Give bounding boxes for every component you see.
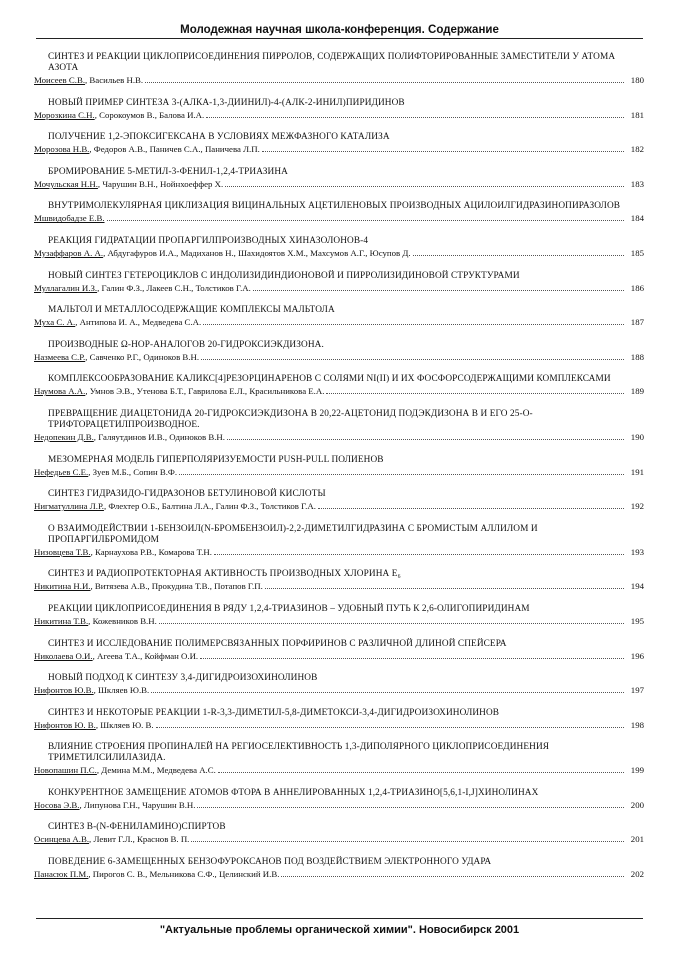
- toc-entry: [34, 673, 644, 696]
- dot-leader: [203, 324, 624, 325]
- toc-entry: [34, 639, 644, 662]
- entry-authors-line: [34, 547, 644, 558]
- co-authors: , Карнаухова Р.В., Комарова Т.Н.: [90, 546, 212, 557]
- entry-authors: [34, 317, 201, 328]
- dot-leader: [201, 359, 624, 360]
- entry-authors-line: [34, 386, 644, 397]
- page-number: 193: [630, 546, 644, 557]
- page-number: 190: [630, 431, 644, 442]
- presenting-author: Наумова А.А.: [34, 386, 86, 397]
- page-number: 186: [630, 282, 644, 293]
- co-authors: , Чарушин В.Н., Нойнхоеффер Х.: [97, 178, 224, 189]
- presenting-author: Никитина Н.И.: [34, 581, 91, 592]
- presenting-author: Осинцева А.В.: [34, 834, 90, 845]
- entry-authors: [34, 501, 316, 512]
- toc-entry: [34, 822, 644, 845]
- entry-authors: [34, 765, 216, 776]
- page-number: 199: [630, 765, 644, 776]
- dot-leader: [265, 588, 624, 589]
- entry-title: СИНТЕЗ Β-(N-ФЕНИЛАМИНО)СПИРТОВ: [48, 822, 226, 833]
- entry-authors: [34, 352, 199, 363]
- entry-authors-line: [34, 75, 644, 86]
- entry-authors-line: [34, 800, 644, 811]
- presenting-author: Низовцева Т.В.: [34, 546, 91, 557]
- entry-title: СИНТЕЗ И РЕАКЦИИ ЦИКЛОПРИСОЕДИНЕНИЯ ПИРРОЛОВ, СОДЕРЖАЩИХ ПОЛИФТОРИРОВАННЫЕ ЗАМЕСТИТЕЛИ У АТОМА АЗОТА: [48, 52, 616, 73]
- presenting-author: Муха С. А.: [34, 317, 76, 328]
- page-number: 187: [630, 317, 644, 328]
- dot-leader: [225, 186, 624, 187]
- entry-title: РЕАКЦИЯ ГИДРАТАЦИИ ПРОПАРГИЛПРОИЗВОДНЫХ ХИНАЗОЛОНОВ-4: [48, 235, 369, 246]
- toc-entry: [34, 98, 644, 121]
- entry-title: ПОВЕДЕНИЕ 6-ЗАМЕЩЕННЫХ БЕНЗОФУРОКСАНОВ ПОД ВОЗДЕЙСТВИЕМ ЭЛЕКТРОННОГО УДАРА: [48, 857, 492, 868]
- toc-entry: [34, 374, 644, 397]
- page-number: 201: [630, 834, 644, 845]
- entry-title: О ВЗАИМОДЕЙСТВИИ 1-БЕНЗОИЛ(N-БРОМБЕНЗОИЛ)-2,2-ДИМЕТИЛГИДРАЗИНА С БРОМИСТЫМ АЛЛИЛОМ И ПРОПАРГИЛБРОМИДОМ: [48, 523, 538, 545]
- entry-authors: [34, 869, 279, 880]
- toc-entry: [34, 455, 644, 478]
- entry-authors-line: [34, 110, 644, 121]
- page-number: 185: [630, 247, 644, 258]
- entry-title: НОВЫЙ СИНТЕЗ ГЕТЕРОЦИКЛОВ С ИНДОЛИЗИДИНДИОНОВОЙ И ПИРРОЛИЗИДИНОВОЙ СТРУКТУРАМИ: [48, 270, 520, 281]
- header-rule: [36, 38, 643, 39]
- footer-rule: [36, 918, 643, 919]
- entry-authors-line: [34, 317, 644, 328]
- co-authors: , Галяутдинов И.В., Одиноков В.Н.: [93, 431, 225, 442]
- entry-authors-line: [34, 581, 644, 592]
- presenting-author: Морозкина С.Н.: [34, 109, 95, 120]
- dot-leader: [191, 841, 624, 842]
- page-number: 181: [630, 109, 644, 120]
- entry-authors-line: [34, 283, 644, 294]
- co-authors: , Липунова Г.Н., Чарушин В.Н.: [79, 799, 196, 810]
- dot-leader: [151, 692, 624, 693]
- co-authors: , Шкляев Ю. В.: [95, 719, 154, 730]
- entry-authors-line: [34, 213, 644, 224]
- presenting-author: Нигматуллина Л.Р.: [34, 501, 104, 512]
- entry-title: СИНТЕЗ И РАДИОПРОТЕКТОРНАЯ АКТИВНОСТЬ ПРОИЗВОДНЫХ ХЛОРИНА E₆: [48, 569, 401, 580]
- page-number: 197: [630, 685, 644, 696]
- entry-authors-line: [34, 144, 644, 155]
- presenting-author: Морозова Н.В.: [34, 144, 90, 155]
- entry-authors-line: [34, 765, 644, 776]
- presenting-author: Мочульская Н.Н.: [34, 178, 98, 189]
- entry-title: НОВЫЙ ПОДХОД К СИНТЕЗУ 3,4-ДИГИДРОИЗОХИНОЛИНОВ: [48, 673, 318, 684]
- entry-authors: [34, 144, 260, 155]
- entry-authors-line: [34, 179, 644, 190]
- dot-leader: [262, 151, 624, 152]
- page-number: 194: [630, 581, 644, 592]
- entry-authors: [34, 547, 212, 558]
- toc-entry: [34, 409, 644, 443]
- page-number: 189: [630, 386, 644, 397]
- co-authors: , Агеева Т.А., Койфман О.И.: [92, 650, 199, 661]
- entry-authors: [34, 75, 143, 86]
- entry-authors: [34, 720, 154, 731]
- entry-title: СИНТЕЗ И НЕКОТОРЫЕ РЕАКЦИИ 1-R-3,3-ДИМЕТИЛ-5,8-ДИМЕТОКСИ-3,4-ДИГИДРОИЗОХИНОЛИНОВ: [48, 707, 500, 718]
- presenting-author: Никитина Т.В.: [34, 615, 89, 626]
- entry-authors: [34, 248, 411, 259]
- entry-title: ВЛИЯНИЕ СТРОЕНИЯ ПРОПИНАЛЕЙ НА РЕГИОСЕЛЕКТИВНОСТЬ 1,3-ДИПОЛЯРНОГО ЦИКЛОПРИСОЕДИНЕНИЯ ТРИМЕТИЛСИЛИЛАЗИДА.: [48, 742, 550, 764]
- entry-authors-line: [34, 616, 644, 627]
- page-number: 183: [630, 178, 644, 189]
- presenting-author: Недопекин Д.В.: [34, 431, 94, 442]
- entry-title: ПРОИЗВОДНЫЕ Ω-НОР-АНАЛОГОВ 20-ГИДРОКСИЭКДИЗОНА.: [48, 339, 324, 350]
- co-authors: , Антипова И. А., Медведева С.А.: [75, 317, 202, 328]
- dot-leader: [200, 658, 624, 659]
- co-authors: , Зуев М.Б., Сопин В.Ф.: [88, 466, 178, 477]
- entry-title: ПОЛУЧЕНИЕ 1,2-ЭПОКСИГЕКСАНА В УСЛОВИЯХ МЕЖФАЗНОГО КАТАЛИЗА: [48, 132, 390, 143]
- entry-authors: [34, 651, 198, 662]
- presenting-author: Новопашин П.С.: [34, 765, 97, 776]
- presenting-author: Муллагалин И.З.: [34, 282, 98, 293]
- entry-authors-line: [34, 248, 644, 259]
- dot-leader: [156, 727, 624, 728]
- co-authors: , Савченко Р.Г., Одиноков В.Н.: [85, 351, 200, 362]
- dot-leader: [326, 393, 624, 394]
- entry-authors-line: [34, 651, 644, 662]
- dot-leader: [281, 876, 624, 877]
- presenting-author: Нефедьев С.Е.: [34, 466, 89, 477]
- entry-title: ПРЕВРАЩЕНИЕ ДИАЦЕТОНИДА 20-ГИДРОКСИЭКДИЗОНА В 20,22-АЦЕТОНИД ПОДЭКДИЗОНА В И ЕГО 25-О-ТРИФТОРАЦЕТИЛПРОИЗВОДНОЕ.: [48, 408, 533, 430]
- toc-entry: [34, 236, 644, 259]
- page-number: 184: [630, 213, 644, 224]
- page-number: 196: [630, 650, 644, 661]
- presenting-author: Музаффаров А. А.: [34, 247, 104, 258]
- page-number: 180: [630, 75, 644, 85]
- co-authors: , Галин Ф.З., Лакеев С.Н., Толстиков Г.А.: [97, 282, 251, 293]
- co-authors: , Шкляев Ю.В.: [93, 685, 150, 696]
- entry-authors-line: [34, 501, 644, 512]
- dot-leader: [253, 290, 624, 291]
- entry-authors: [34, 800, 195, 811]
- co-authors: , Демина М.М., Медведева А.С.: [96, 765, 216, 776]
- dot-leader: [214, 554, 624, 555]
- toc-entry: [34, 604, 644, 627]
- toc-entry: [34, 167, 644, 190]
- toc-entry: [34, 788, 644, 811]
- entry-title: НОВЫЙ ПРИМЕР СИНТЕЗА 3-(АЛКА-1,3-ДИИНИЛ)-4-(АЛК-2-ИНИЛ)ПИРИДИНОВ: [48, 97, 405, 108]
- entry-title: СИНТЕЗ И ИССЛЕДОВАНИЕ ПОЛИМЕРСВЯЗАННЫХ ПОРФИРИНОВ С РАЗЛИЧНОЙ ДЛИНОЙ СПЕЙСЕРА: [48, 638, 507, 649]
- entry-authors: [34, 467, 177, 478]
- entry-authors-line: [34, 432, 644, 443]
- entry-authors-line: [34, 869, 644, 880]
- entry-title: КОНКУРЕНТНОЕ ЗАМЕЩЕНИЕ АТОМОВ ФТОРА В АННЕЛИРОВАННЫХ 1,2,4-ТРИАЗИНО[5,6,1-I,J]ХИНОЛИНАХ: [48, 787, 539, 798]
- dot-leader: [145, 82, 624, 83]
- presenting-author: Нифонтов Ю. В.: [34, 719, 96, 730]
- entry-authors: [34, 110, 204, 121]
- co-authors: , Васильев Н.В.: [85, 75, 144, 85]
- entry-authors-line: [34, 352, 644, 363]
- presenting-author: Панасюк П.М.: [34, 869, 89, 880]
- co-authors: , Сорокоумов В., Балова И.А.: [94, 109, 205, 120]
- dot-leader: [107, 220, 624, 221]
- toc-entry: [34, 569, 644, 592]
- entry-authors: [34, 283, 251, 294]
- entry-authors: [34, 685, 149, 696]
- toc-entry: [34, 524, 644, 558]
- dot-leader: [318, 508, 624, 509]
- toc-entry: [34, 132, 644, 155]
- page-number: 182: [630, 144, 644, 155]
- presenting-author: Нифонтов Ю.В.: [34, 685, 94, 696]
- dot-leader: [227, 439, 624, 440]
- dot-leader: [159, 623, 624, 624]
- entry-title: КОМПЛЕКСООБРАЗОВАНИЕ КАЛИКС[4]РЕЗОРЦИНАРЕНОВ С СОЛЯМИ NI(II) И ИХ ФОСФОРСОДЕРЖАЩИМИ КОМПЛЕКСАМИ: [48, 374, 611, 385]
- entry-title: ВНУТРИМОЛЕКУЛЯРНАЯ ЦИКЛИЗАЦИЯ ВИЦИНАЛЬНЫХ АЦЕТИЛЕНОВЫХ ПРОИЗВОДНЫХ АЦИЛОИЛГИДРАЗИНОПИРАЗОЛОВ: [48, 201, 621, 212]
- toc-entry: [34, 857, 644, 880]
- toc-entry: [34, 742, 644, 776]
- page-number: 188: [630, 351, 644, 362]
- toc-entry: [34, 201, 644, 224]
- co-authors: , Федоров А.В., Паничев С.А., Паничева Л.П.: [89, 144, 260, 155]
- entry-title: МЕЗОМЕРНАЯ МОДЕЛЬ ГИПЕРПОЛЯРИЗУЕМОСТИ PUSH-PULL ПОЛИЕНОВ: [48, 454, 384, 465]
- page-number: 198: [630, 719, 644, 730]
- entry-authors-line: [34, 720, 644, 731]
- toc-entry: [34, 305, 644, 328]
- co-authors: , Умнов Э.В., Утенова Б.Т., Гаврилова Е.Л., Красильникова Е.А.: [85, 386, 325, 397]
- toc-entry: [34, 489, 644, 512]
- entry-authors-line: [34, 834, 644, 845]
- page-number: 192: [630, 501, 644, 512]
- dot-leader: [197, 807, 624, 808]
- table-of-contents: [34, 52, 644, 892]
- co-authors: , Абдугафуров И.А., Мадиханов Н., Шахидоятов Х.М., Махсумов А.Г., Юсупов Д.: [103, 247, 411, 258]
- dot-leader: [218, 772, 624, 773]
- dot-leader: [206, 117, 624, 118]
- co-authors: , Витязева А.В., Прокудина Т.В., Потапов Г.П.: [90, 581, 263, 592]
- entry-title: СИНТЕЗ ГИДРАЗИДО-ГИДРАЗОНОВ БЕТУЛИНОВОЙ КИСЛОТЫ: [48, 489, 326, 500]
- dot-leader: [413, 255, 624, 256]
- presenting-author: Николаева О.И.: [34, 650, 93, 661]
- entry-authors: [34, 834, 189, 845]
- page-number: 202: [630, 869, 644, 880]
- toc-entry: [34, 271, 644, 294]
- toc-entry: [34, 708, 644, 731]
- entry-authors: [34, 581, 263, 592]
- presenting-author: Моисеев С.В.: [34, 75, 86, 85]
- entry-authors: [34, 213, 105, 224]
- entry-authors: [34, 386, 324, 397]
- page-number: 195: [630, 615, 644, 626]
- presenting-author: Носова Э.В.: [34, 799, 80, 810]
- page-footer: "Актуальные проблемы органической химии". Новосибирск 2001: [159, 924, 520, 936]
- page-header: Молодежная научная школа-конференция. Содержание: [180, 24, 499, 36]
- entry-authors-line: [34, 467, 644, 478]
- entry-authors: [34, 432, 225, 443]
- entry-title: РЕАКЦИИ ЦИКЛОПРИСОЕДИНЕНИЯ В РЯДУ 1,2,4-ТРИАЗИНОВ – УДОБНЫЙ ПУТЬ К 2,6-ОЛИГОПИРИДИНАМ: [48, 603, 530, 614]
- co-authors: , Пирогов С. В., Мельникова С.Ф., Целинский И.В.: [88, 869, 280, 880]
- co-authors: , Кожевников В.Н.: [88, 615, 157, 626]
- presenting-author: Назмеева С.Р.: [34, 351, 86, 362]
- entry-title: МАЛЬТОЛ И МЕТАЛЛОСОДЕРЖАЩИЕ КОМПЛЕКСЫ МАЛЬТОЛА: [48, 305, 335, 316]
- co-authors: , Флехтер О.Б., Балтина Л.А., Галин Ф.З., Толстиков Г.А.: [103, 501, 316, 512]
- co-authors: , Левит Г.Л., Краснов В. П.: [89, 834, 190, 845]
- toc-entry: [34, 340, 644, 363]
- page-number: 200: [630, 799, 644, 810]
- page-number: 191: [630, 466, 644, 477]
- entry-title: БРОМИРОВАНИЕ 5-МЕТИЛ-3-ФЕНИЛ-1,2,4-ТРИАЗИНА: [48, 166, 288, 177]
- dot-leader: [179, 474, 624, 475]
- presenting-author: Мшвидобадзе Е.В.: [34, 213, 105, 224]
- entry-authors: [34, 179, 223, 190]
- toc-entry: [34, 52, 644, 86]
- entry-authors: [34, 616, 157, 627]
- entry-authors-line: [34, 685, 644, 696]
